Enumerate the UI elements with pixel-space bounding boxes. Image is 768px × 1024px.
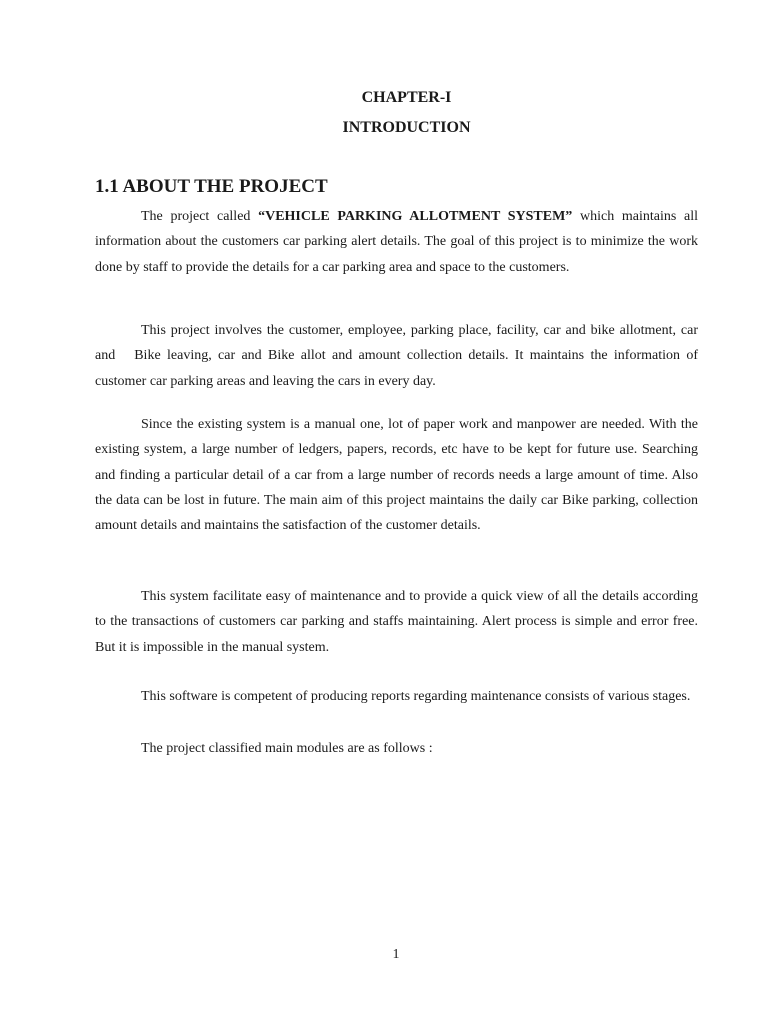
paragraph-2: This project involves the customer, employee, parking place, facility, car and bike allotment, car and Bike leaving, car and Bike allot and amount collection details. It maintains the information of customer car parking areas and leaving the cars in every day. [95, 323, 702, 389]
paragraph-1-before: The project called [141, 209, 259, 224]
paragraph-3: Since the existing system is a manual one, lot of paper work and manpower are needed. With the existing system, a large number of ledgers, papers, records, etc have to be kept for future use. Searching and finding a particular detail of a car from a large number of records needs a large amount of time. Also the data can be lost in future. The main aim of this project maintains the daily car Bike parking, collection amount details and maintains the satisfaction of the customer details. [95, 417, 698, 534]
paragraph-4: This system facilitate easy of maintenance and to provide a quick view of all the details according to the transactions of customers car parking and staffs maintaining. Alert process is simple and error free. But it is impossible in the manual system. [95, 589, 698, 655]
page-number: 1 [392, 947, 400, 962]
chapter-title: INTRODUCTION [342, 119, 471, 136]
paragraph-1 [95, 204, 698, 280]
paragraph-1-after: which maintains all information about the customers car parking alert details. The goal of this project is to minimize the work done by staff to provide the details for a car parking area and space to the customers. [95, 209, 698, 275]
project-name-emphasis: “VEHICLE PARKING ALLOTMENT SYSTEM” [258, 209, 573, 224]
chapter-label: CHAPTER-I [361, 89, 452, 106]
paragraph-5: This software is competent of producing reports regarding maintenance consists of various stages. [141, 689, 691, 704]
paragraph-6: The project classified main modules are as follows : [141, 741, 433, 756]
section-title: 1.1 ABOUT THE PROJECT [95, 176, 328, 197]
